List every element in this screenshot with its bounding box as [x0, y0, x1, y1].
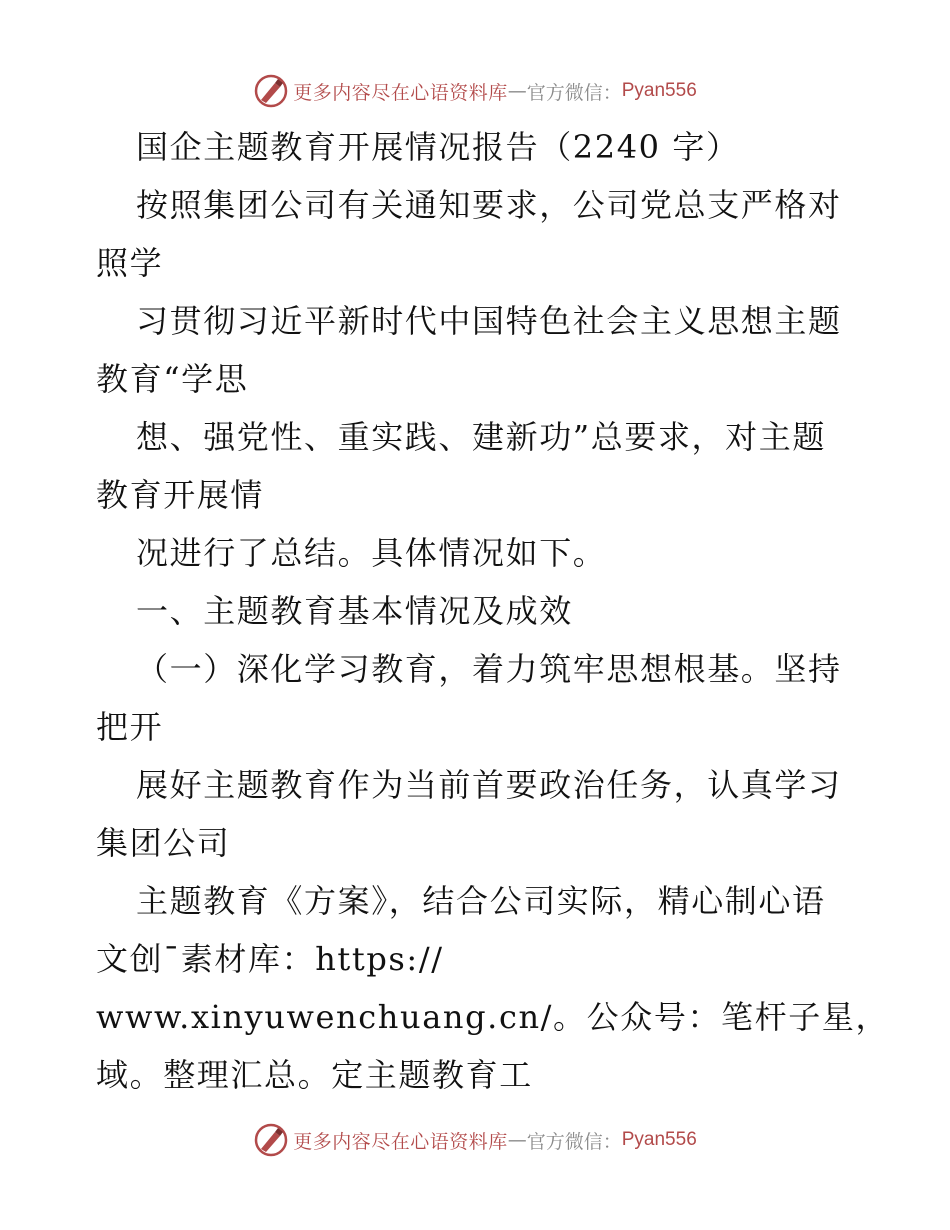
body-line: 主题教育《方案》，结合公司实际，精心制心语 [136, 882, 826, 920]
body-line: 教育开展情 [96, 476, 265, 514]
watermark-account: Pyan556 [621, 1129, 697, 1150]
watermark-brand: 更多内容尽在心语资料库 [293, 81, 508, 104]
pen-logo-icon [253, 73, 289, 109]
body-line: 域。整理汇总。定主题教育工 [96, 1056, 533, 1094]
body-line: www.xinyuwenchuang.cn/。公众号：笔杆子星， [96, 998, 890, 1036]
watermark-dash: — [507, 1129, 527, 1151]
watermark-official-label: 官方微信： [526, 81, 622, 104]
body-line: 照学 [96, 244, 164, 282]
watermark-official-label: 官方微信： [526, 1130, 622, 1153]
watermark-header [0, 71, 950, 111]
body-line: 展好主题教育作为当前首要政治任务，认真学习 [136, 766, 842, 804]
section-heading: 一、主题教育基本情况及成效 [136, 592, 573, 630]
body-line: 想、强党性、重实践、建新功”总要求，对主题 [136, 418, 826, 456]
body-line: 集团公司 [96, 824, 231, 862]
document-title: 国企主题教育开展情况报告（2240 字） [136, 128, 740, 166]
pen-logo-icon [253, 1122, 289, 1158]
body-line: 文创¯素材库：https:// [96, 940, 444, 978]
body-line: 按照集团公司有关通知要求，公司党总支严格对 [136, 186, 842, 224]
body-line: 习贯彻习近平新时代中国特色社会主义思想主题 [136, 302, 842, 340]
watermark-account: Pyan556 [621, 80, 697, 101]
body-line: 教育“学思 [96, 360, 249, 398]
watermark-dash: — [507, 80, 527, 102]
body-line: 况进行了总结。具体情况如下。 [136, 534, 607, 572]
body-line: 把开 [96, 708, 164, 746]
body-line: （一）深化学习教育，着力筑牢思想根基。坚持 [136, 650, 842, 688]
watermark-footer [0, 1120, 950, 1160]
document-body [96, 118, 890, 1104]
watermark-brand: 更多内容尽在心语资料库 [293, 1130, 508, 1153]
